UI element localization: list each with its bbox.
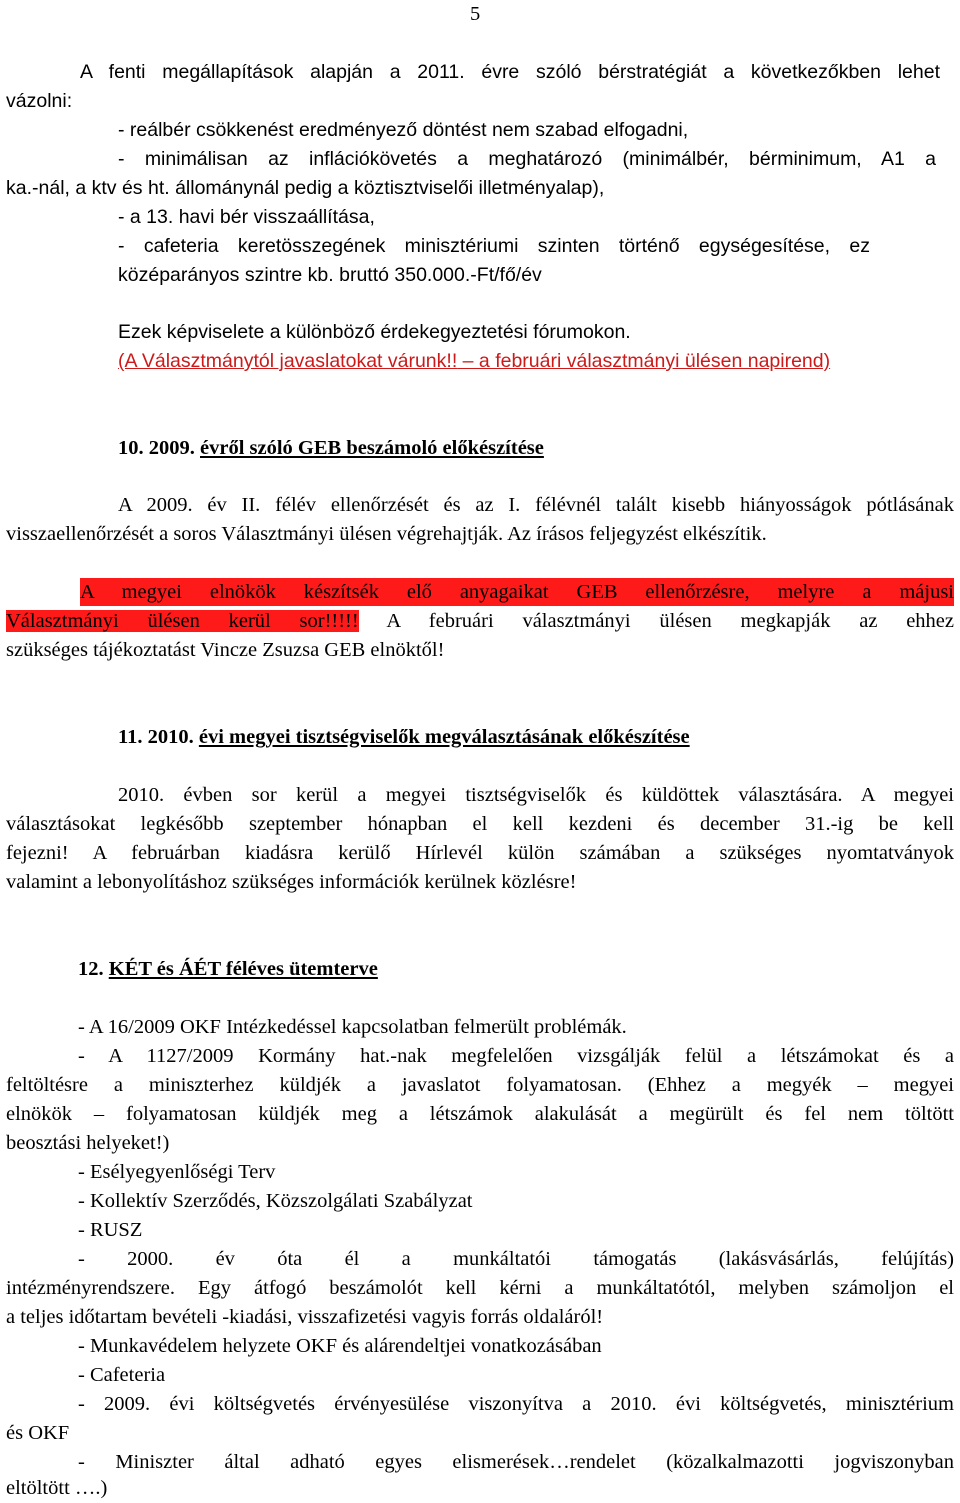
paragraph-line: intézményrendszere. Egy átfogó beszámolót kell kérni a munkáltatótól, melyben számoljon el [6, 1277, 954, 1299]
list-item: - Kollektív Szerződés, Közszolgálati Szabályzat [78, 1190, 473, 1212]
paragraph-line: és OKF [6, 1422, 70, 1444]
intro-bullet: - cafeteria keretösszegének minisztériumi szinten történő egységesítése, ez [118, 235, 870, 257]
section-10-title [118, 434, 544, 462]
section-number: 11. 2010. [118, 726, 194, 748]
intro-bullet: - reálbér csökkenést eredményező döntést nem szabad elfogadni, [118, 119, 689, 141]
paragraph-line: elnökök – folyamatosan küldjék meg a létszámok alakulását a megürült és fel nem töltött [6, 1103, 954, 1125]
page-number: 5 [470, 3, 481, 25]
list-item: - Miniszter által adható egyes elismerések…rendelet (közalkalmazotti jogviszonyban [78, 1451, 954, 1473]
red-note-part: (A Választmánytól javaslatokat várunk!! [118, 350, 458, 372]
section-12-title [78, 955, 378, 983]
section-title: évi megyei tisztségviselők megválasztásának előkészítése [198, 726, 690, 748]
paragraph-line: A 2009. év II. félév ellenőrzését és az I. félévnél talált kisebb hiányosságok pótlásának [118, 494, 954, 516]
highlighted-text: Választmányi ülésen kerül sor!!!!! [6, 610, 359, 632]
list-item: - 2009. évi költségvetés érvényesülése viszonyítva a 2010. évi költségvetés, minisztérium [78, 1393, 954, 1415]
list-item: - Esélyegyenlőségi Terv [78, 1161, 276, 1183]
paragraph-line: a teljes időtartam bevételi -kiadási, visszafizetési vagyis forrás oldaláról! [6, 1306, 604, 1328]
intro-line: ka.-nál, a ktv és ht. állománynál pedig a köztisztviselői illetményalap), [6, 177, 605, 199]
paragraph-line [6, 607, 954, 635]
red-note-part: – a februári választmányi ülésen napirend) [457, 350, 831, 372]
highlighted-line [80, 578, 954, 606]
list-item: - A 1127/2009 Kormány hat.-nak megfelelően vizsgálják felül a létszámokat és a [78, 1045, 954, 1067]
list-item: - Munkavédelem helyzete OKF és alárendeltjei vonatkozásában [78, 1335, 602, 1357]
list-item: - Cafeteria [78, 1364, 166, 1386]
intro-bullet: - minimálisan az inflációkövetés a meghatározó (minimálbér, bérminimum, A1 a [118, 148, 936, 170]
section-11-title [118, 723, 690, 751]
intro-line: A fenti megállapítások alapján a 2011. évre szóló bérstratégiát a következőkben lehet [80, 61, 940, 83]
list-item: - 2000. év óta él a munkáltatói támogatás (lakásvásárlás, felújítás) [78, 1248, 954, 1270]
paragraph-line: valamint a lebonyolításhoz szükséges információk kerülnek közlésre! [6, 871, 577, 893]
paragraph-line: beosztási helyeket!) [6, 1132, 170, 1154]
paragraph-line: eltöltött ….) [6, 1477, 108, 1499]
intro-bullet: - a 13. havi bér visszaállítása, [118, 206, 375, 228]
paragraph-line: szükséges tájékoztatást Vincze Zsuzsa GEB elnöktől! [6, 639, 445, 661]
list-item: - RUSZ [78, 1219, 143, 1241]
paragraph-line: fejezni! A februárban kiadásra kerülő Hírlevél külön számában a szükséges nyomtatványok [6, 842, 954, 864]
section-title: évről szóló GEB beszámoló előkészítése [200, 437, 544, 459]
section-title: KÉT és ÁÉT féléves ütemterve [108, 958, 378, 980]
paragraph-line: választásokat legkésőbb szeptember hónapban el kell kezdeni és december 31.-ig be kell [6, 813, 954, 835]
section-number: 12. [78, 958, 104, 980]
paragraph-line: feltöltésre a miniszterhez küldjék a javaslatot folyamatosan. (Ehhez a megyék – megyei [6, 1074, 954, 1096]
intro-line: vázolni: [6, 90, 73, 112]
list-item: - A 16/2009 OKF Intézkedéssel kapcsolatban felmerült problémák. [78, 1016, 627, 1038]
intro-line: középarányos szintre kb. bruttó 350.000.-Ft/fő/év [118, 264, 542, 286]
paragraph-line: visszaellenőrzését a soros Választmányi ülésen végrehajtják. Az írásos feljegyzést elkészítik. [6, 523, 767, 545]
red-note [118, 347, 830, 375]
highlighted-text: A megyei elnökök készítsék elő anyagaikat GEB ellenőrzésre, melyre a májusi [80, 578, 954, 606]
section-number: 10. 2009. [118, 437, 195, 459]
paragraph-text: A februári választmányi ülésen megkapják az ehhez [358, 610, 955, 632]
paragraph-line: 2010. évben sor kerül a megyei tisztségviselők és küldöttek választására. A megyei [118, 784, 954, 806]
intro-line: Ezek képviselete a különböző érdekegyeztetési fórumokon. [118, 321, 631, 343]
